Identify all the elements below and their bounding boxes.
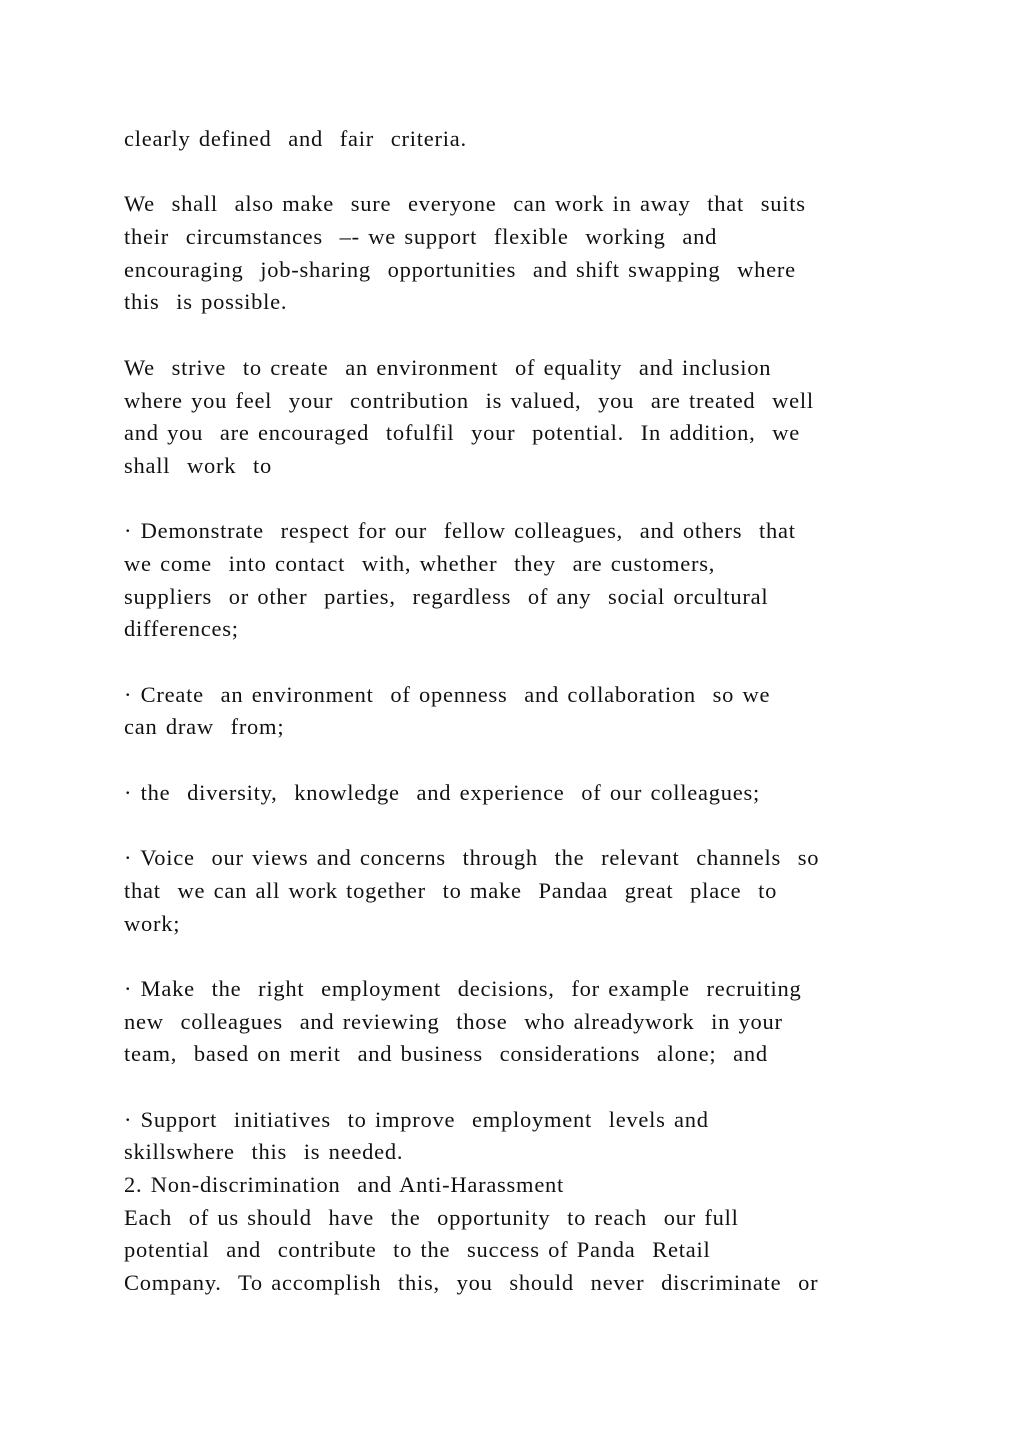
text-line: work; <box>124 910 181 936</box>
text-line: where you feel your contribution is valued, you are treated well <box>124 387 814 413</box>
bullet-diversity <box>124 777 914 810</box>
paragraph-criteria <box>124 123 914 156</box>
paragraph-gap <box>124 940 914 973</box>
text-line: suppliers or other parties, regardless of any social orcultural <box>124 583 769 609</box>
paragraph-gap <box>124 744 914 777</box>
text-line: · Create an environment of openness and collaboration so we <box>124 681 771 707</box>
text-line: · Support initiatives to improve employment levels and <box>124 1106 709 1132</box>
text-line: We strive to create an environment of equality and inclusion <box>124 354 772 380</box>
paragraph-gap <box>124 809 914 842</box>
text-line: skillswhere this is needed. <box>124 1139 404 1165</box>
text-line: new colleagues and reviewing those who alreadywork in your <box>124 1008 783 1034</box>
text-line: potential and contribute to the success of Panda Retail <box>124 1237 711 1263</box>
text-line: We shall also make sure everyone can work in away that suits <box>124 191 806 217</box>
text-line: can draw from; <box>124 714 285 740</box>
text-line: · Voice our views and concerns through the relevant channels so <box>124 845 820 871</box>
document-body <box>124 123 914 1300</box>
text-line: · the diversity, knowledge and experience of our colleagues; <box>124 779 760 805</box>
paragraph-gap <box>124 646 914 679</box>
text-line: that we can all work together to make Pandaa great place to <box>124 877 778 903</box>
text-line: Each of us should have the opportunity to reach our full <box>124 1204 739 1230</box>
text-line: team, based on merit and business considerations alone; and <box>124 1041 768 1067</box>
paragraph-gap <box>124 156 914 189</box>
bullet-support-initiatives-and-section-2 <box>124 1104 914 1300</box>
text-line: and you are encouraged tofulfil your potential. In addition, we <box>124 420 800 446</box>
paragraph-gap <box>124 319 914 352</box>
text-line: Company. To accomplish this, you should never discriminate or <box>124 1270 819 1296</box>
text-line: shall work to <box>124 452 272 478</box>
bullet-openness-collaboration <box>124 679 914 744</box>
paragraph-gap <box>124 483 914 516</box>
text-line: clearly defined and fair criteria. <box>124 126 467 151</box>
paragraph-flexible-working <box>124 188 914 319</box>
text-line: encouraging job-sharing opportunities and shift swapping where <box>124 256 796 282</box>
text-line: their circumstances –- we support flexible working and <box>124 224 718 250</box>
section-heading: 2. Non-discrimination and Anti-Harassment <box>124 1172 565 1197</box>
bullet-voice-views <box>124 842 914 940</box>
text-line: we come into contact with, whether they are customers, <box>124 550 716 576</box>
paragraph-equality-inclusion <box>124 352 914 483</box>
bullet-employment-decisions <box>124 973 914 1071</box>
bullet-demonstrate-respect <box>124 515 914 646</box>
text-line: this is possible. <box>124 289 288 315</box>
text-line: · Make the right employment decisions, for example recruiting <box>124 975 802 1001</box>
text-line: differences; <box>124 616 239 642</box>
paragraph-gap <box>124 1071 914 1104</box>
text-line: · Demonstrate respect for our fellow colleagues, and others that <box>124 518 796 544</box>
